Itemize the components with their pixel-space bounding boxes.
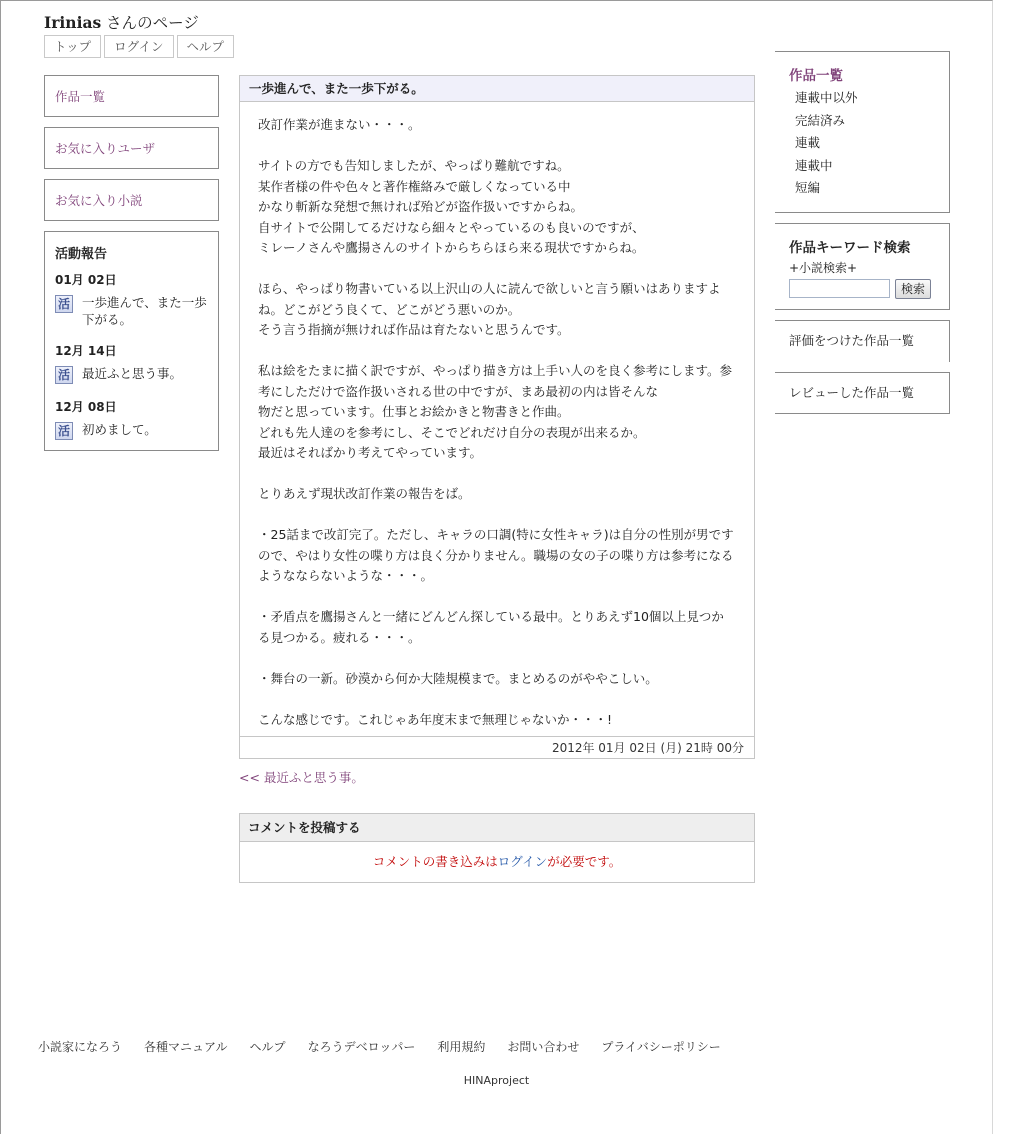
entry-line: ミレーノさんや鷹揚さんのサイトからちらほら来る現状ですからね。 xyxy=(258,240,645,255)
entry-line: ・25話まで改訂完了。ただし、キャラの口調(特に女性キャラ)は自分の性別が男ですので、やはり女性の喋り方は良く分かりません。職場の女の子の喋り方は参考になるようなならないような・・・。 xyxy=(258,527,734,583)
entry-blank-line xyxy=(258,136,736,157)
prev-entry-link[interactable]: << 最近ふと思う事。 xyxy=(239,770,364,785)
entry-blank-line xyxy=(258,587,736,608)
activity-report-icon: 活 xyxy=(55,366,73,384)
works-menu-item[interactable]: 連載中以外 xyxy=(795,90,858,105)
works-menu xyxy=(775,51,950,213)
footer-link-syosetu[interactable]: 小説家になろう xyxy=(38,1040,123,1054)
reviewed-works-box xyxy=(775,372,950,414)
entry-blank-line xyxy=(258,648,736,669)
entry-line: どれも先人達のを参考にし、そこでどれだけ自分の表現が出来るか。 xyxy=(258,424,646,440)
footer-link-manuals[interactable]: 各種マニュアル xyxy=(144,1040,228,1054)
nav-login-link[interactable]: ログイン xyxy=(104,35,173,58)
entry-line: 物だと思っています。仕事とお絵かきと物書きと作曲。 xyxy=(258,404,570,419)
footer-brand: HINAproject xyxy=(463,1074,530,1087)
keyword-search-box xyxy=(775,223,950,310)
entry-blank-line xyxy=(258,341,736,362)
title-suffix: さんのページ xyxy=(101,14,199,32)
entry-line: ほら、やっぱり物書いている以上沢山の人に読んで欲しいと言う願いはありますよね。どこがどう良くて、どこがどう悪いのか。 xyxy=(258,281,721,317)
activity-report-icon: 活 xyxy=(55,295,73,313)
footer-link-developer[interactable]: なろうデベロッパー xyxy=(307,1040,416,1054)
activity-report-title: 活動報告 xyxy=(55,247,108,262)
works-list-link[interactable]: 作品一覧 xyxy=(55,89,106,104)
fav-novels-link[interactable]: お気に入り小説 xyxy=(55,193,143,208)
entry-line: 某作者様の件や色々と著作権絡みで厳しくなっている中 xyxy=(258,178,571,194)
entry-line: そう言う指摘が無ければ作品は育たないと思うんです。 xyxy=(258,322,570,337)
works-menu-item[interactable]: 連載 xyxy=(795,135,821,150)
right-sidebar xyxy=(775,51,950,424)
entry-line: ・矛盾点を鷹揚さんと一緒にどんどん探している最中。とりあえず10個以上見つかる見つかる。疲れる・・・。 xyxy=(258,609,724,645)
activity-report-icon: 活 xyxy=(55,422,73,440)
footer-link-terms[interactable]: 利用規約 xyxy=(437,1040,486,1054)
search-button[interactable]: 検索 xyxy=(895,279,931,299)
footer-nav xyxy=(38,1038,743,1055)
username: Irinias xyxy=(44,13,102,32)
activity-item-link[interactable]: 最近ふと思う事。 xyxy=(82,366,183,381)
left-sidebar xyxy=(44,75,219,451)
entry-title: 一歩進んで、また一歩下がる。 xyxy=(240,76,754,102)
entry-blank-line xyxy=(258,259,736,280)
activity-entry xyxy=(55,398,208,440)
comment-msg-pre: コメントの書き込みは xyxy=(372,854,498,869)
activity-item xyxy=(55,421,208,440)
entry-line: とりあえず現状改訂作業の報告をば。 xyxy=(258,486,471,501)
activity-date: 12月 14日 xyxy=(55,344,117,358)
footer-link-contact[interactable]: お問い合わせ xyxy=(507,1040,580,1054)
entry-line: かなり斬新な発想で無ければ殆どが盗作扱いですからね。 xyxy=(258,199,584,214)
entry-line: 自サイトで公開してるだけなら細々とやっているのも良いのですが、 xyxy=(258,219,645,235)
search-row xyxy=(789,279,949,299)
works-list-box xyxy=(44,75,219,117)
keyword-search-title: 作品キーワード検索 xyxy=(789,239,911,256)
blog-entry xyxy=(239,75,755,759)
entry-line: こんな感じです。これじゃあ年度末まで無理じゃないか・・・! xyxy=(258,711,613,727)
comment-title: コメントを投稿する xyxy=(240,814,754,842)
footer-link-privacy[interactable]: プライバシーポリシー xyxy=(601,1040,721,1054)
entry-line: 最近はそればかり考えてやっています。 xyxy=(258,445,483,460)
works-menu-item[interactable]: 完結済み xyxy=(795,112,846,128)
comment-msg-post: が必要です。 xyxy=(547,854,622,869)
nav-top-link[interactable]: トップ xyxy=(44,35,101,58)
rated-works-box xyxy=(775,320,950,362)
comment-login-notice xyxy=(240,842,754,882)
keyword-search-input[interactable] xyxy=(789,279,890,298)
main-content xyxy=(239,75,755,883)
activity-item xyxy=(55,365,208,384)
activity-date: 01月 02日 xyxy=(55,273,117,287)
comment-login-link[interactable]: ログイン xyxy=(497,854,548,869)
activity-item-link[interactable]: 初めまして。 xyxy=(82,422,157,437)
activity-report-box xyxy=(44,231,219,451)
reviewed-works-link[interactable]: レビューした作品一覧 xyxy=(789,384,915,400)
entry-line: サイトの方でも告知しましたが、やっぱり難航ですね。 xyxy=(258,158,570,173)
fav-users-box xyxy=(44,127,219,169)
works-menu-item[interactable]: 短編 xyxy=(795,180,821,195)
activity-entry xyxy=(55,271,208,328)
entry-line: 改訂作業が進まない・・・。 xyxy=(258,117,421,132)
rated-works-link[interactable]: 評価をつけた作品一覧 xyxy=(789,332,915,348)
novel-search-label: +小説検索+ xyxy=(789,260,858,275)
works-menu-item[interactable]: 連載中 xyxy=(795,157,833,173)
activity-date: 12月 08日 xyxy=(55,400,117,414)
entry-body xyxy=(240,102,754,736)
page-title xyxy=(44,11,199,33)
nav-help-link[interactable]: ヘルプ xyxy=(177,35,235,58)
activity-item xyxy=(55,294,208,328)
comment-section xyxy=(239,813,755,883)
entry-blank-line xyxy=(258,689,736,710)
entry-blank-line xyxy=(258,464,736,485)
top-nav xyxy=(44,35,234,58)
entry-blank-line xyxy=(258,505,736,526)
entry-line: 私は絵をたまに描く訳ですが、やっぱり描き方は上手い人のを良く参考にします。参考にしただけで盗作扱いされる世の中ですが、まあ最初の内は皆そんな xyxy=(258,363,733,399)
activity-item-link[interactable]: 一歩進んで、また一歩下がる。 xyxy=(82,295,207,327)
works-menu-title: 作品一覧 xyxy=(789,68,843,84)
activity-entry xyxy=(55,342,208,384)
fav-novels-box xyxy=(44,179,219,221)
entry-timestamp: 2012年 01月 02日 (月) 21時 00分 xyxy=(240,736,754,758)
fav-users-link[interactable]: お気に入りユーザ xyxy=(55,141,156,156)
footer-link-help[interactable]: ヘルプ xyxy=(249,1040,286,1054)
entry-line: ・舞台の一新。砂漠から何か大陸規模まで。まとめるのがややこしい。 xyxy=(258,670,658,686)
